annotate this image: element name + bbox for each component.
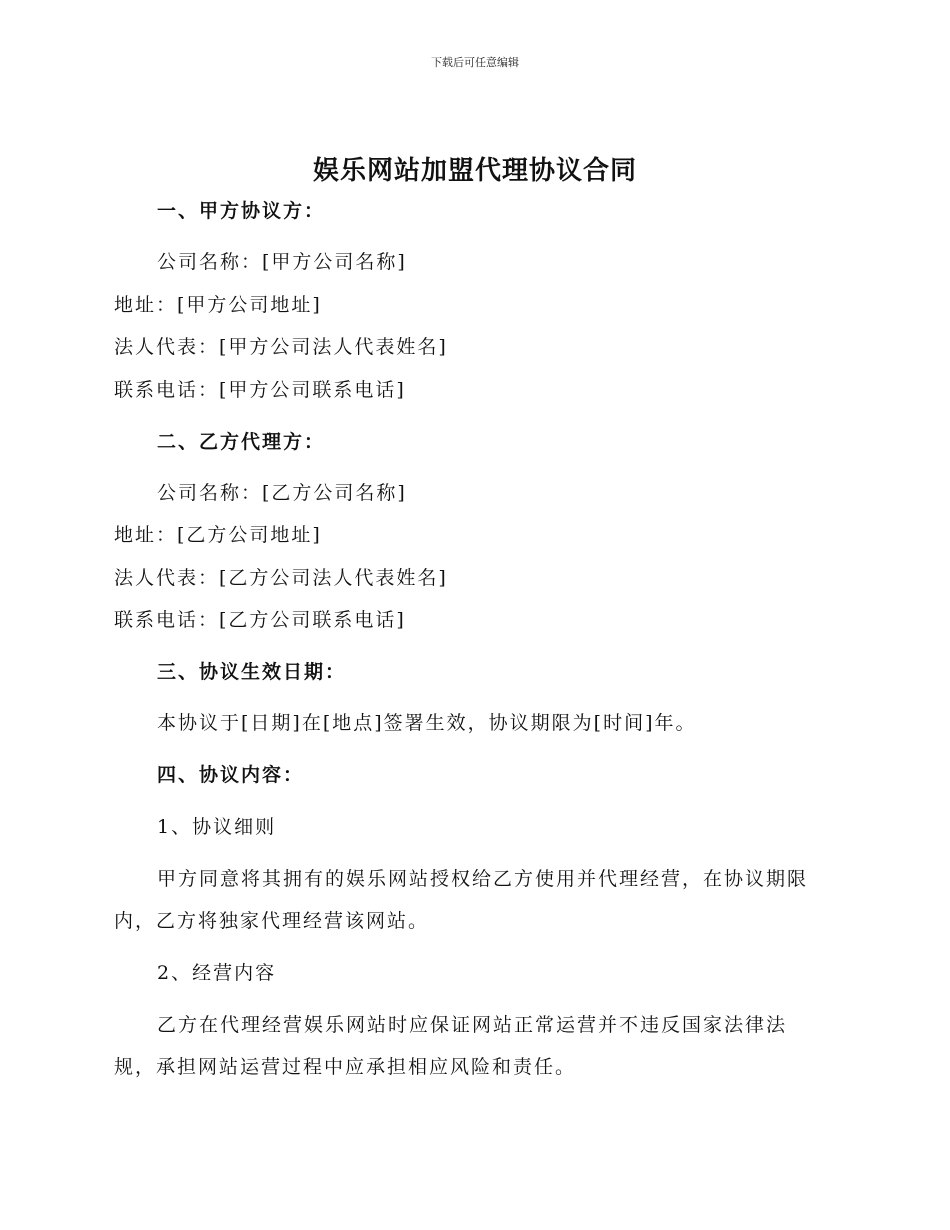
document-title: 娱乐网站加盟代理协议合同	[312, 156, 637, 186]
effective-text: 本协议于[日期]在[地点]签署生效，协议期限为[时间]年。	[157, 712, 697, 734]
section-2-line-2: 规，承担网站运营过程中应承担相应风险和责任。	[114, 1056, 577, 1078]
party-a-heading: 一、甲方协议方：	[157, 200, 326, 222]
party-a-phone: 联系电话：[甲方公司联系电话]	[114, 379, 406, 401]
section-1-line-2: 内，乙方将独家代理经营该网站。	[114, 910, 430, 932]
party-b-heading: 二、乙方代理方：	[157, 431, 326, 453]
party-b-address: 地址：[乙方公司地址]	[114, 524, 322, 546]
party-a-legal-rep: 法人代表：[甲方公司法人代表姓名]	[114, 336, 448, 358]
effective-heading: 三、协议生效日期：	[157, 661, 347, 683]
party-a-company: 公司名称：[甲方公司名称]	[157, 251, 407, 273]
page-header-note: 下载后可任意编辑	[431, 56, 519, 69]
party-b-company: 公司名称：[乙方公司名称]	[157, 482, 407, 504]
section-1-line-1: 甲方同意将其拥有的娱乐网站授权给乙方使用并代理经营，在协议期限	[157, 868, 809, 890]
section-2-heading: 2、经营内容	[157, 962, 277, 984]
content-heading: 四、协议内容：	[157, 764, 305, 786]
section-1-heading: 1、协议细则	[157, 816, 277, 838]
party-b-phone: 联系电话：[乙方公司联系电话]	[114, 609, 406, 631]
party-a-address: 地址：[甲方公司地址]	[114, 294, 322, 316]
party-b-legal-rep: 法人代表：[乙方公司法人代表姓名]	[114, 567, 448, 589]
section-2-line-1: 乙方在代理经营娱乐网站时应保证网站正常运营并不违反国家法律法	[157, 1014, 788, 1036]
